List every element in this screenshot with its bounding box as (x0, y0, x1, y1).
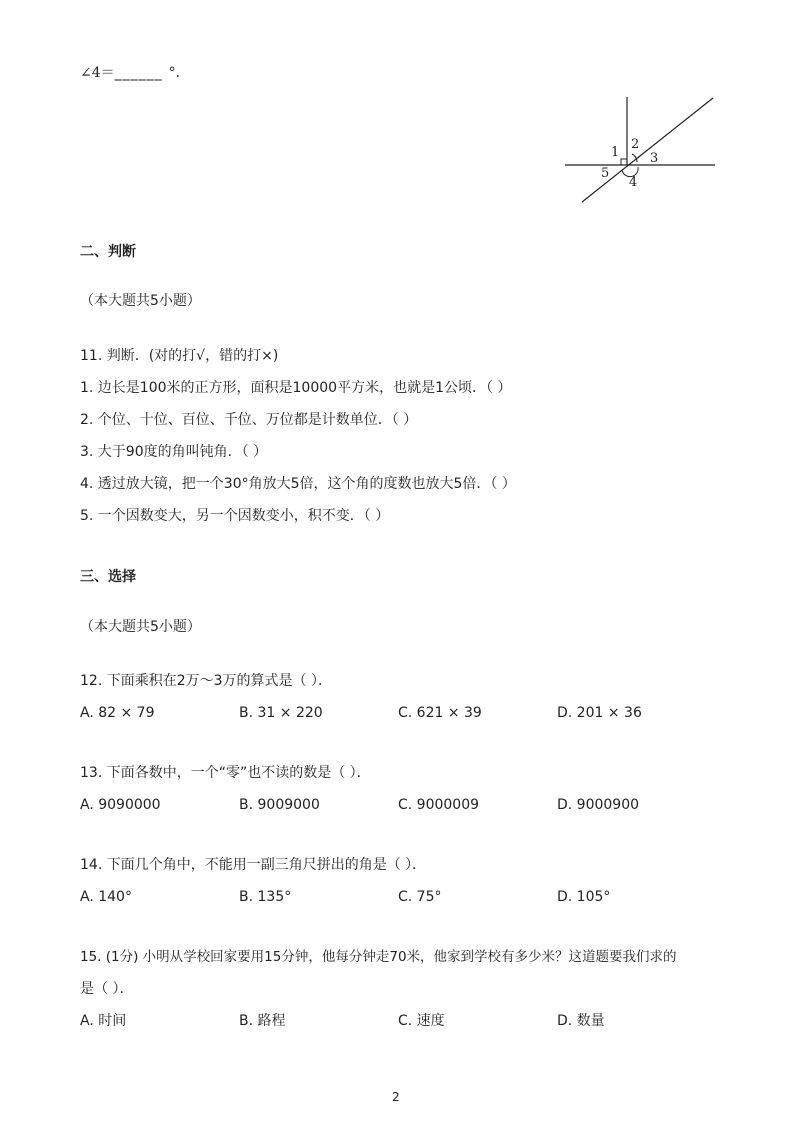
fig-label-3: 3 (650, 151, 659, 166)
question-15-stem-line1: 15. (1分) 小明从学校回家要用15分钟，他每分钟走70米，他家到学校有多少米？这道题要我们求的 (80, 949, 677, 965)
q14-option-c[interactable]: C. 75° (398, 889, 442, 905)
q13-option-b[interactable]: B. 9009000 (239, 797, 320, 813)
q15-option-d[interactable]: D. 数量 (557, 1013, 605, 1029)
q12-option-b[interactable]: B. 31 × 220 (239, 705, 323, 721)
q12-option-d[interactable]: D. 201 × 36 (557, 705, 642, 721)
q13-option-a[interactable]: A. 9090000 (80, 797, 161, 813)
q15-option-b[interactable]: B. 路程 (239, 1013, 286, 1029)
section2-note: （本大题共5小题） (80, 293, 201, 309)
fig-label-4: 4 (629, 175, 638, 190)
q13-option-c[interactable]: C. 9000009 (398, 797, 480, 813)
q14-option-a[interactable]: A. 140° (80, 889, 132, 905)
q15-option-c[interactable]: C. 速度 (398, 1013, 445, 1029)
angle-figure (560, 92, 720, 207)
angle4-answer-line (80, 63, 190, 83)
q12-option-a[interactable]: A. 82 × 79 (80, 705, 155, 721)
question-15-stem-line2: 是（ ）． (80, 981, 134, 997)
question-11-stem: 11. 判断．(对的打√，错的打×) (80, 348, 279, 364)
q14-option-b[interactable]: B. 135° (239, 889, 292, 905)
section3-note: （本大题共5小题） (80, 619, 201, 635)
degree-suffix: °． (168, 65, 190, 81)
q12-option-c[interactable]: C. 621 × 39 (398, 705, 482, 721)
judge-item-1: 1. 边长是100米的正方形，面积是10000平方米，也就是1公顷．（ ） (80, 380, 512, 396)
q15-option-a[interactable]: A. 时间 (80, 1013, 127, 1029)
question-14-stem: 14. 下面几个角中，不能用一副三角尺拼出的角是（ ）． (80, 857, 427, 873)
section2-title: 二、判断 (80, 244, 136, 260)
judge-item-3: 3. 大于90度的角叫钝角．（ ） (80, 444, 268, 460)
section3-title: 三、选择 (80, 569, 136, 585)
q14-option-d[interactable]: D. 105° (557, 889, 611, 905)
fig-label-5: 5 (601, 166, 610, 181)
question-12-stem: 12. 下面乘积在2万～3万的算式是（ ）． (80, 673, 332, 689)
judge-item-5: 5. 一个因数变大，另一个因数变小，积不变．（ ） (80, 508, 390, 524)
fig-label-1: 1 (611, 145, 620, 160)
right-angle-mark (621, 159, 627, 165)
fig-label-2: 2 (631, 137, 640, 152)
q13-option-d[interactable]: D. 9000900 (557, 797, 640, 813)
question-13-stem: 13. 下面各数中，一个“零”也不读的数是（ ）． (80, 765, 371, 781)
judge-item-4: 4. 透过放大镜，把一个30°角放大5倍，这个角的度数也放大5倍．（ ） (80, 476, 516, 492)
diagonal-line (582, 98, 713, 202)
answer-blank[interactable]: ______ (114, 65, 163, 81)
judge-item-2: 2. 个位、十位、百位、千位、万位都是计数单位．（ ） (80, 412, 418, 428)
page-number: 2 (392, 1090, 400, 1104)
angle4-label: ∠4＝ (80, 65, 115, 81)
